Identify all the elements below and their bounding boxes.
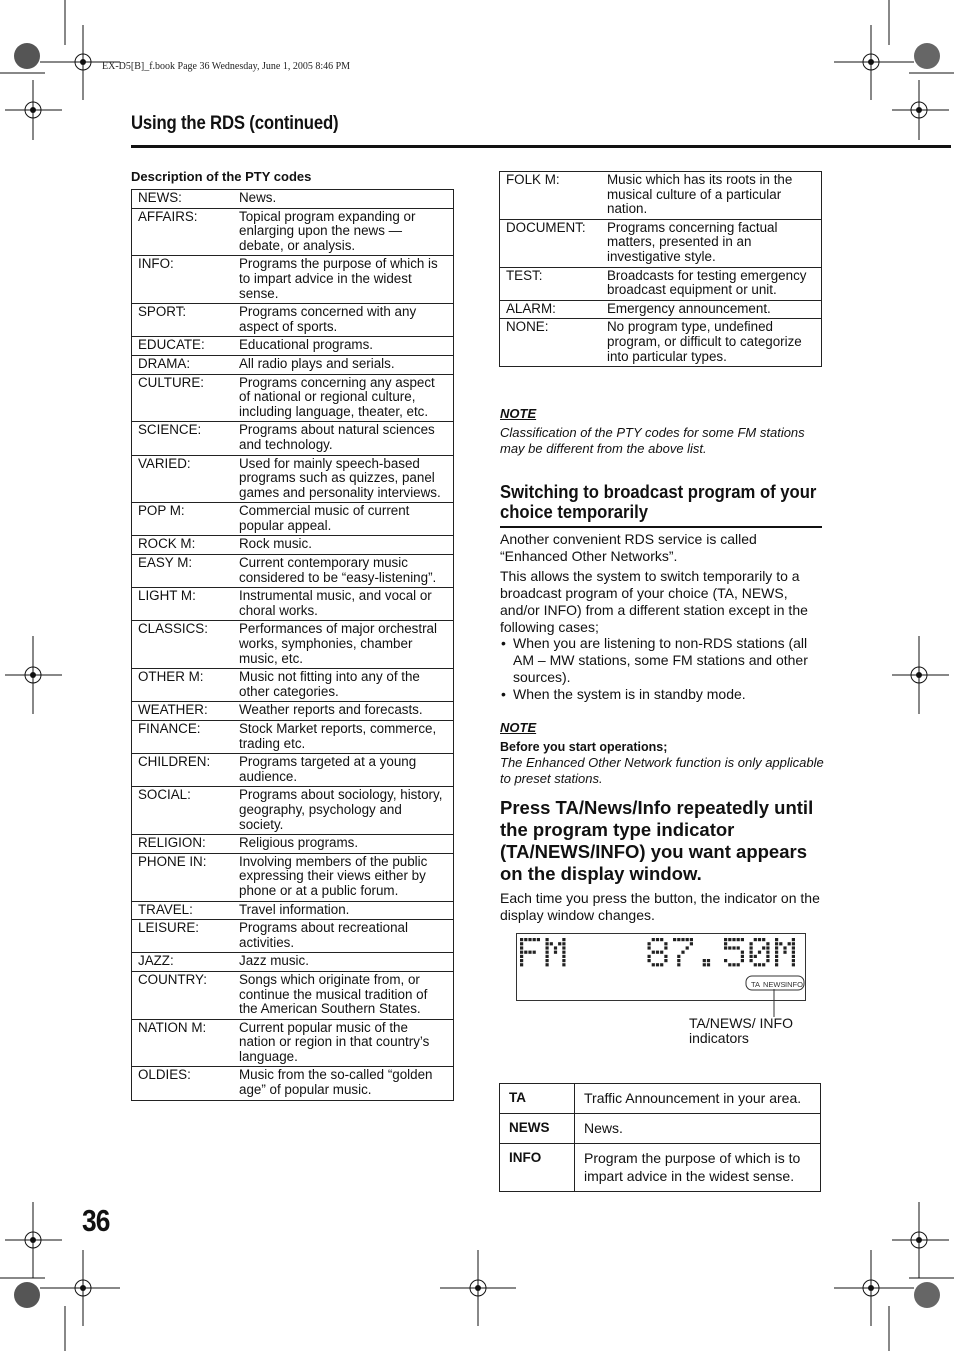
lcd-dot — [783, 946, 786, 949]
pty-code: POP M: — [132, 503, 234, 536]
pty-code: EDUCATE: — [132, 337, 234, 356]
lcd-dot — [775, 946, 778, 949]
pty-description: Weather reports and forecasts. — [233, 702, 454, 721]
pty-description: Songs which originate from, or continue the musical tradition of the American Southern States. — [233, 971, 454, 1019]
lcd-dot — [528, 951, 531, 954]
lcd-dot — [766, 955, 769, 958]
lcd-dot — [728, 946, 731, 949]
table-row — [132, 787, 454, 835]
note-text: Classification of the PTY codes for some FM stations may be different from the above list. — [500, 425, 805, 456]
lcd-dot — [792, 955, 795, 958]
table-row — [500, 300, 822, 319]
lcd-dot — [750, 946, 753, 949]
lcd-dot — [520, 963, 523, 966]
lcd-dot — [652, 963, 655, 966]
pty-description: Programs concerning factual matters, presented in an investigative style. — [601, 219, 822, 267]
lcd-dot — [520, 942, 523, 945]
pty-code: INFO: — [132, 256, 234, 304]
table-row — [132, 1019, 454, 1067]
table-row — [500, 219, 822, 267]
lcd-dot — [758, 938, 761, 941]
pty-description: Current popular music of the nation or region in that country’s language. — [233, 1019, 454, 1067]
pty-code: TEST: — [500, 267, 602, 300]
table-row — [132, 555, 454, 588]
indicators-table — [499, 1083, 821, 1192]
pty-code: FOLK M: — [500, 172, 602, 220]
lcd-dot — [546, 955, 549, 958]
pty-description: Travel information. — [233, 901, 454, 920]
display-window — [516, 933, 806, 1001]
table-row — [132, 754, 454, 787]
pty-code: PHONE IN: — [132, 853, 234, 901]
lcd-dot — [648, 959, 651, 962]
pty-code: JAZZ: — [132, 953, 234, 972]
lcd-dot — [703, 959, 706, 962]
indicator-desc: News. — [575, 1114, 821, 1144]
pty-code: OLDIES: — [132, 1067, 234, 1100]
lcd-dot — [677, 955, 680, 958]
lcd-dot — [546, 938, 549, 941]
lcd-dot — [783, 951, 786, 954]
switching-heading: Switching to broadcast program of your choice temporarily — [500, 481, 817, 522]
pty-code: EASY M: — [132, 555, 234, 588]
table-row — [500, 1114, 821, 1144]
lcd-dot — [677, 963, 680, 966]
lcd-dot — [664, 946, 667, 949]
pty-description: Performances of major orchestral works, symphonies, chamber music, etc. — [233, 621, 454, 669]
lcd-dot — [520, 951, 523, 954]
pty-code: SCIENCE: — [132, 422, 234, 455]
lcd-dot — [546, 963, 549, 966]
pty-code: ROCK M: — [132, 536, 234, 555]
lcd-dot — [788, 942, 791, 945]
pty-code: FINANCE: — [132, 721, 234, 754]
table-row — [132, 1067, 454, 1100]
table-row — [132, 455, 454, 503]
lcd-dot — [737, 946, 740, 949]
lcd-dot — [754, 963, 757, 966]
lcd-dot — [737, 963, 740, 966]
list-item: • When you are listening to non-RDS stations (all AM – MW stations, some FM stations and other sources). — [500, 635, 822, 686]
lcd-dot — [562, 955, 565, 958]
pty-code: CHILDREN: — [132, 754, 234, 787]
pty-code: NONE: — [500, 319, 602, 367]
lcd-dot — [677, 959, 680, 962]
lcd-dot — [681, 951, 684, 954]
pty-description: Music which has its roots in the musical culture of a particular nation. — [601, 172, 822, 220]
indicator-ta: TA — [751, 980, 761, 989]
pty-code: SOCIAL: — [132, 787, 234, 835]
lcd-dot — [686, 946, 689, 949]
indicator-info: INFO — [785, 980, 803, 989]
lcd-dot — [792, 963, 795, 966]
pty-description: Emergency announcement. — [601, 300, 822, 319]
lcd-dot — [792, 959, 795, 962]
note-text: The Enhanced Other Network function is only applicable to preset stations. — [500, 755, 824, 786]
table-row — [132, 901, 454, 920]
lcd-dot — [724, 942, 727, 945]
lcd-dot — [673, 938, 676, 941]
lcd-dot — [677, 938, 680, 941]
pty-code: TRAVEL: — [132, 901, 234, 920]
lcd-dot — [656, 963, 659, 966]
lcd-dot — [520, 959, 523, 962]
table-row — [132, 920, 454, 953]
lcd-dot — [775, 955, 778, 958]
lcd-dot — [750, 951, 753, 954]
switching-paragraph-2: This allows the system to switch temporarily to a broadcast program of your choice (TA, NEWS, and/or INFO) from a different station except in the following cases; — [500, 568, 808, 635]
table-row — [132, 971, 454, 1019]
note-label: NOTE — [500, 720, 537, 735]
indicator-desc: Program the purpose of which is to impart advice in the widest sense. — [575, 1144, 821, 1192]
pty-code: AFFAIRS: — [132, 208, 234, 256]
lcd-dot — [546, 942, 549, 945]
lcd-dot — [648, 955, 651, 958]
table-row — [132, 422, 454, 455]
lcd-dot — [562, 959, 565, 962]
table-row — [132, 256, 454, 304]
lcd-dot — [546, 951, 549, 954]
pty-description: Commercial music of current popular appeal. — [233, 503, 454, 536]
exceptions-list — [500, 635, 822, 703]
lcd-dot — [562, 951, 565, 954]
lcd-dot — [775, 942, 778, 945]
pty-description: News. — [233, 190, 454, 209]
table-row — [132, 669, 454, 702]
table-row — [132, 374, 454, 422]
lcd-dot — [724, 959, 727, 962]
lcd-dot — [775, 951, 778, 954]
lcd-dot — [686, 938, 689, 941]
lcd-dot — [656, 938, 659, 941]
pty-code: CLASSICS: — [132, 621, 234, 669]
pty-code: VARIED: — [132, 455, 234, 503]
indicator-key: NEWS — [500, 1114, 575, 1144]
lcd-dot — [524, 938, 527, 941]
indicator-key: INFO — [500, 1144, 575, 1192]
table-row — [500, 319, 822, 367]
lcd-dot — [741, 938, 744, 941]
lcd-dot — [766, 942, 769, 945]
lcd-dot — [554, 951, 557, 954]
note-subheading: Before you start operations; — [500, 740, 668, 754]
lcd-dot — [562, 963, 565, 966]
lcd-dot — [792, 946, 795, 949]
pty-subheading: Description of the PTY codes — [131, 169, 312, 184]
pty-description: Programs concerning any aspect of national or regional culture, including language, theater, etc. — [233, 374, 454, 422]
pty-code: SPORT: — [132, 304, 234, 337]
lcd-dot — [520, 938, 523, 941]
pty-description: Music not fitting into any of the other categories. — [233, 669, 454, 702]
lcd-dot — [656, 951, 659, 954]
lcd-dot — [520, 946, 523, 949]
table-row — [132, 304, 454, 337]
lcd-dot — [707, 963, 710, 966]
lcd-dot — [681, 938, 684, 941]
lcd-dot — [546, 946, 549, 949]
lcd-dot — [562, 938, 565, 941]
pty-description: Involving members of the public expressing their views either by phone or at a public forum. — [233, 853, 454, 901]
pty-description: Music from the so-called “golden age” of popular music. — [233, 1067, 454, 1100]
lcd-dot — [664, 955, 667, 958]
lcd-dot — [664, 942, 667, 945]
table-row — [500, 172, 822, 220]
lcd-dot — [528, 938, 531, 941]
lcd-dot — [652, 951, 655, 954]
lcd-dot — [741, 955, 744, 958]
pty-description: Stock Market reports, commerce, trading etc. — [233, 721, 454, 754]
indicator-caption: TA/NEWS/ INFO indicators — [689, 1015, 793, 1046]
lcd-dot — [766, 946, 769, 949]
pty-description: Used for mainly speech-based programs such as quizzes, panel games and personality interviews. — [233, 455, 454, 503]
table-row — [132, 190, 454, 209]
lcd-dot — [533, 938, 536, 941]
pty-table-right — [499, 171, 822, 367]
table-row — [132, 536, 454, 555]
lcd-dot — [775, 938, 778, 941]
lcd-dot — [766, 951, 769, 954]
lcd-dot — [728, 938, 731, 941]
lcd-dot — [754, 955, 757, 958]
lcd-text — [520, 938, 795, 966]
lcd-dot — [537, 938, 540, 941]
pty-code: COUNTRY: — [132, 971, 234, 1019]
pty-description: Programs the purpose of which is to impart advice in the widest sense. — [233, 256, 454, 304]
lcd-dot — [562, 942, 565, 945]
table-row — [132, 853, 454, 901]
pty-code: NEWS: — [132, 190, 234, 209]
lcd-dot — [664, 959, 667, 962]
table-row — [132, 588, 454, 621]
pty-code: LIGHT M: — [132, 588, 234, 621]
lcd-dot — [533, 951, 536, 954]
pty-description: Religious programs. — [233, 835, 454, 854]
pty-description: Programs targeted at a young audience. — [233, 754, 454, 787]
lcd-dot — [660, 951, 663, 954]
lcd-dot — [648, 942, 651, 945]
pty-code: NATION M: — [132, 1019, 234, 1067]
page-number: 36 — [82, 1203, 110, 1238]
lcd-dot — [741, 959, 744, 962]
lcd-dot — [732, 938, 735, 941]
lcd-dot — [728, 963, 731, 966]
lcd-dot — [792, 942, 795, 945]
lcd-dot — [554, 946, 557, 949]
lcd-dot — [732, 946, 735, 949]
table-row — [132, 702, 454, 721]
lcd-dot — [660, 938, 663, 941]
lcd-dot — [754, 938, 757, 941]
lcd-dot — [558, 942, 561, 945]
pty-description: Programs concerned with any aspect of sports. — [233, 304, 454, 337]
table-row — [132, 355, 454, 374]
pty-description: Programs about sociology, history, geography, psychology and society. — [233, 787, 454, 835]
lcd-dot — [648, 946, 651, 949]
lcd-dot — [724, 938, 727, 941]
lcd-dot — [707, 959, 710, 962]
table-row — [132, 337, 454, 356]
indicator-news: NEWS — [763, 980, 786, 989]
lcd-dot — [550, 942, 553, 945]
table-row — [132, 835, 454, 854]
lcd-dot — [750, 942, 753, 945]
pty-code: OTHER M: — [132, 669, 234, 702]
pty-description: No program type, undefined program, or difficult to categorize into particular types. — [601, 319, 822, 367]
lcd-dot — [652, 938, 655, 941]
lcd-dot — [660, 963, 663, 966]
lcd-dot — [737, 938, 740, 941]
table-row — [132, 953, 454, 972]
lcd-dot — [750, 955, 753, 958]
lcd-dot — [750, 959, 753, 962]
lcd-dot — [732, 963, 735, 966]
header-rule — [131, 145, 951, 148]
lcd-dot — [792, 938, 795, 941]
lcd-dot — [792, 951, 795, 954]
pty-description: Educational programs. — [233, 337, 454, 356]
pty-description: Jazz music. — [233, 953, 454, 972]
lcd-dot — [520, 955, 523, 958]
pty-description: Broadcasts for testing emergency broadcast equipment or unit. — [601, 267, 822, 300]
pty-description: All radio plays and serials. — [233, 355, 454, 374]
note-label: NOTE — [500, 406, 537, 421]
pty-description: Programs about natural sciences and technology. — [233, 422, 454, 455]
table-row — [500, 1144, 821, 1192]
pty-description: Current contemporary music considered to be “easy-listening”. — [233, 555, 454, 588]
pty-code: LEISURE: — [132, 920, 234, 953]
lcd-dot — [724, 946, 727, 949]
table-row — [132, 621, 454, 669]
lcd-dot — [690, 938, 693, 941]
pty-code: ALARM: — [500, 300, 602, 319]
switching-heading-rule — [500, 526, 822, 528]
pty-description: Programs about recreational activities. — [233, 920, 454, 953]
step-description: Each time you press the button, the indicator on the display window changes. — [500, 890, 820, 923]
lcd-dot — [762, 938, 765, 941]
lcd-dot — [758, 963, 761, 966]
lcd-dot — [546, 959, 549, 962]
pty-code: CULTURE: — [132, 374, 234, 422]
pty-code: WEATHER: — [132, 702, 234, 721]
pty-code: DRAMA: — [132, 355, 234, 374]
switching-paragraph-1: Another convenient RDS service is called “Enhanced Other Networks”. — [500, 531, 757, 564]
lcd-dot — [775, 963, 778, 966]
step-instruction: Press TA/News/Info repeatedly until the program type indicator (TA/NEWS/INFO) you want appears on the display window. — [500, 797, 814, 884]
lcd-dot — [758, 951, 761, 954]
pty-description: Instrumental music, and vocal or choral works. — [233, 588, 454, 621]
table-row — [132, 208, 454, 256]
list-item: • When the system is in standby mode. — [500, 686, 822, 703]
lcd-dot — [703, 963, 706, 966]
file-info: EX-D5[B]_f.book Page 36 Wednesday, June 1, 2005 8:46 PM — [102, 61, 351, 72]
pty-table-left — [131, 189, 454, 1101]
lcd-dot — [524, 951, 527, 954]
pty-code: DOCUMENT: — [500, 219, 602, 267]
section-title: Using the RDS (continued) — [131, 113, 339, 134]
indicator-desc: Traffic Announcement in your area. — [575, 1084, 821, 1114]
lcd-dot — [562, 946, 565, 949]
lcd-dot — [741, 951, 744, 954]
lcd-dot — [766, 959, 769, 962]
pty-description: Topical program expanding or enlarging upon the news — debate, or analysis. — [233, 208, 454, 256]
table-row — [132, 503, 454, 536]
indicator-key: TA — [500, 1084, 575, 1114]
lcd-dot — [762, 946, 765, 949]
pty-code: RELIGION: — [132, 835, 234, 854]
lcd-dot — [690, 942, 693, 945]
pty-description: Rock music. — [233, 536, 454, 555]
lcd-dot — [775, 959, 778, 962]
table-row — [500, 1084, 821, 1114]
table-row — [500, 267, 822, 300]
lcd-dot — [779, 942, 782, 945]
lcd-dot — [762, 963, 765, 966]
table-row — [132, 721, 454, 754]
